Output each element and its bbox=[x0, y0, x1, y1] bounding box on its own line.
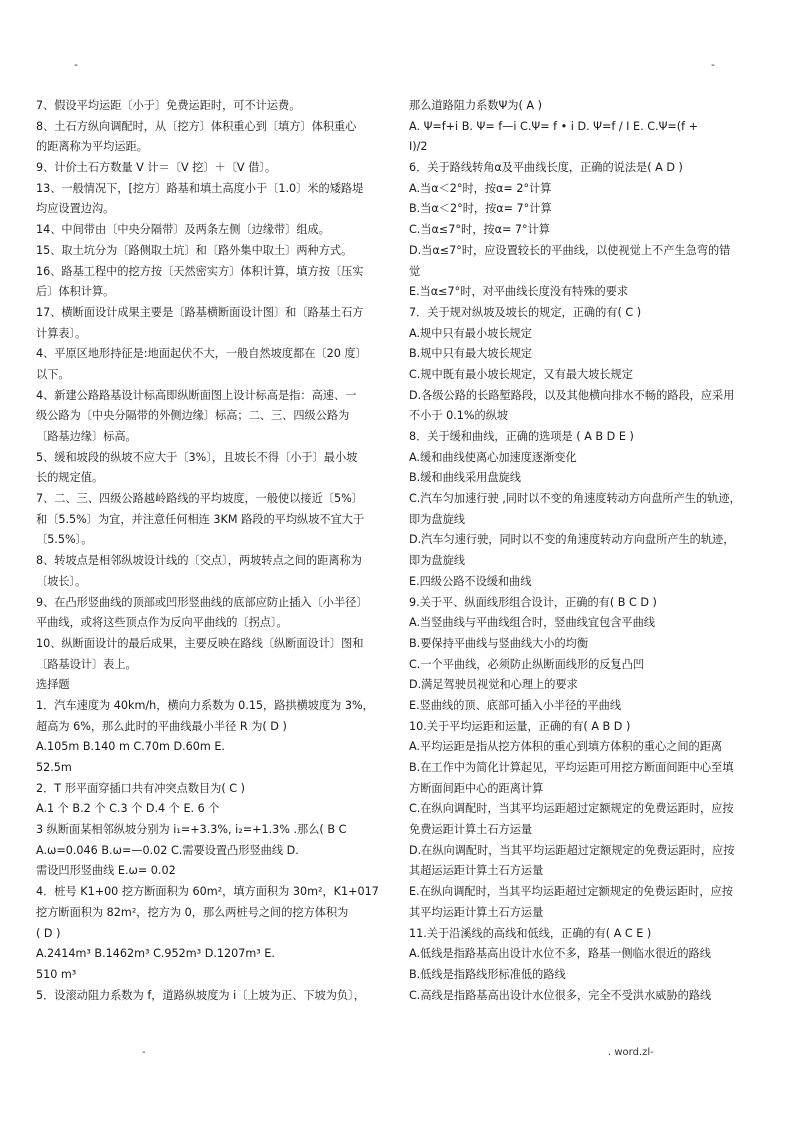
text-line: 7、二、三、四级公路越岭路线的平均坡度，一般使以接近〔5%〕 bbox=[36, 492, 363, 506]
text-line: A. Ψ=f+i B. Ψ= f—i C.Ψ= f • i D. Ψ=f / I E. C.Ψ=(f + bbox=[409, 119, 699, 133]
text-line: 9、在凸形竖曲线的顶部或凹形竖曲线的底部应防止插入〔小半径〕 bbox=[36, 595, 368, 609]
text-line: 10.关于平均运距和运量，正确的有( A B D ) bbox=[409, 719, 631, 733]
text-line: 4、平原区地形持征是:地面起伏不大，一般自然坡度都在〔20 度〕 bbox=[36, 347, 367, 361]
text-line: A.当竖曲线与平曲线组合时，竖曲线宜包含平曲线 bbox=[409, 616, 655, 630]
text-line: 1．汽车速度为 40km/h，横向力系数为 0.15，路拱横坡度为 3%， bbox=[36, 698, 374, 712]
text-line: D.在纵向调配时，当其平均运距超过定额规定的免费运距时，应按 bbox=[409, 843, 735, 857]
text-line: 其超运运距计算土石方运量 bbox=[409, 864, 544, 878]
text-line: E.四级公路不设缓和曲线 bbox=[409, 574, 532, 588]
text-line: 均应设置边沟。 bbox=[36, 202, 115, 216]
text-line: A.低线是指路基高出设计水位不多，路基一侧临水很近的路线 bbox=[409, 947, 711, 961]
text-line: 平曲线，或将这些顶点作为反向平曲线的〔拐点〕。 bbox=[36, 616, 288, 630]
text-line: 4．桩号 K1+00 挖方断面积为 60m²，填方面积为 30m²，K1+017 bbox=[36, 885, 379, 899]
text-line: A.缓和曲线使离心加速度逐渐变化 bbox=[409, 450, 577, 464]
right-column bbox=[409, 96, 759, 1006]
text-line: A.1 个 B.2 个 C.3 个 D.4 个 E. 6 个 bbox=[36, 802, 220, 816]
text-line: 8、转坡点是相邻纵坡设计线的〔交点〕，两坡转点之间的距离称为 bbox=[36, 554, 362, 568]
text-line: E.在纵向调配时，当其平均运距超过定额规定的免费运距时，应按 bbox=[409, 885, 733, 899]
text-line: D.满足驾驶员视觉和心理上的要求 bbox=[409, 678, 578, 692]
text-line: C.一个平曲线，必须防止纵断面线形的反复凸凹 bbox=[409, 657, 645, 671]
text-line: C.高线是指路基高出设计水位很多，完全不受洪水威胁的路线 bbox=[409, 988, 712, 1002]
text-line: B.低线是指路线形标准低的路线 bbox=[409, 967, 566, 981]
text-line: 那么道路阻力系数Ψ为( A ) bbox=[409, 99, 542, 112]
text-line: 17、横断面设计成果主要是〔路基横断面设计图〕和〔路基土石方 bbox=[36, 305, 364, 319]
text-line: C.规中既有最小坡长规定，又有最大坡长规定 bbox=[409, 367, 633, 381]
footer-left-mark: - bbox=[142, 1047, 146, 1058]
text-line: B.缓和曲线采用盘旋线 bbox=[409, 471, 521, 485]
text-line: 4、新建公路路基设计标高即纵断面图上设计标高是指：高速、一 bbox=[36, 388, 357, 402]
text-line: 方断面间距中心的距离计算 bbox=[409, 781, 544, 795]
text-line: 和〔5.5%〕为宜，并注意任何相连 3KM 路段的平均纵坡不宜大于 bbox=[36, 512, 365, 526]
text-line: B.当α＜2°时，按α= 7°计算 bbox=[409, 202, 552, 216]
text-line: 挖方断面积为 82m²，挖方为 0，那么两桩号之间的挖方体积为 bbox=[36, 905, 349, 919]
text-line: 其平均运距计算土石方运量 bbox=[409, 905, 544, 919]
text-line: D.当α≤7°时，应设置较长的平曲线，以使视觉上不产生急弯的错 bbox=[409, 243, 731, 257]
text-line: 选择题 bbox=[36, 678, 70, 692]
text-line: 13、一般情况下，[挖方〕路基和填土高度小于〔1.0〕米的矮路堤 bbox=[36, 181, 364, 195]
text-line: 510 m³ bbox=[36, 967, 77, 981]
text-line: 〔5.5%〕。 bbox=[36, 533, 93, 547]
text-line: 即为盘旋线 bbox=[409, 554, 465, 568]
text-line: A.规中只有最小坡长规定 bbox=[409, 326, 532, 340]
text-line: 9.关于平、纵面线形组合设计，正确的有( B C D ) bbox=[409, 595, 657, 609]
text-line: 需设凹形竖曲线 E.ω= 0.02 bbox=[36, 864, 176, 878]
text-line: 2．T 形平面穿插口共有冲突点数目为( C ) bbox=[36, 781, 245, 795]
text-line: A.ω=0.046 B.ω=—0.02 C.需要设置凸形竖曲线 D. bbox=[36, 843, 299, 857]
text-line: 不小于 0.1%的纵坡 bbox=[409, 409, 509, 423]
text-line: A.2414m³ B.1462m³ C.952m³ D.1207m³ E. bbox=[36, 947, 275, 961]
text-line: D.各级公路的长路堑路段，以及其他横向排水不畅的路段，应采用 bbox=[409, 388, 735, 402]
text-line: 5．设滚动阻力系数为 f，道路纵坡度为 i〔上坡为正、下坡为负〕， bbox=[36, 988, 365, 1002]
text-line: 52.5m bbox=[36, 761, 72, 774]
text-line: 6．关于路线转角α及平曲线长度，正确的说法是( A D ) bbox=[409, 161, 683, 175]
text-line: 以下。 bbox=[36, 367, 70, 381]
text-line: 〔坡长〕。 bbox=[36, 574, 87, 588]
header-left-mark: - bbox=[74, 58, 78, 71]
text-line: A.105m B.140 m C.70m D.60m E. bbox=[36, 740, 225, 754]
text-line: C.在纵向调配时，当其平均运距超过定额规定的免费运距时，应按 bbox=[409, 802, 734, 816]
text-line: B.规中只有最大坡长规定 bbox=[409, 347, 533, 361]
text-line: C.当α≤7°时，按α= 7°计算 bbox=[409, 223, 550, 237]
text-line: 14、中间带由〔中央分隔带〕及两条左侧〔边缘带〕组成。 bbox=[36, 223, 330, 237]
text-line: I)/2 bbox=[409, 140, 428, 154]
text-line: 7、假设平均运距〔小于〕免费运距时，可不计运费。 bbox=[36, 99, 301, 112]
text-line: E.当α≤7°时，对平曲线长度没有特殊的要求 bbox=[409, 285, 629, 299]
text-line: B.在工作中为简化计算起见，平均运距可用挖方断面间距中心至填 bbox=[409, 761, 734, 774]
text-line: 超高为 6%，那么此时的平曲线最小半径 R 为( D ) bbox=[36, 719, 287, 733]
text-line: ( D ) bbox=[36, 926, 61, 940]
text-line: 11.关于沿溪线的高线和低线，正确的有( A C E ) bbox=[409, 926, 652, 940]
text-line: 级公路为〔中央分隔带的外侧边缘〕标高；二、三、四级公路为 bbox=[36, 409, 350, 423]
text-line: 〔路基边缘〕标高。 bbox=[36, 430, 137, 443]
text-line: 5、缓和坡段的纵坡不应大于〔3%〕，且坡长不得〔小于〕最小坡 bbox=[36, 450, 358, 464]
text-line: 计算表〕。 bbox=[36, 326, 87, 340]
header-right-mark: - bbox=[711, 58, 715, 71]
text-line: 10、纵断面设计的最后成果，主要反映在路线〔纵断面设计〕图和 bbox=[36, 636, 364, 650]
text-line: A.当α＜2°时，按α= 2°计算 bbox=[409, 181, 552, 195]
text-line: 免费运距计算土石方运量 bbox=[409, 823, 533, 837]
text-line: C.汽车匀加速行驶 ,同时以不变的角速度转动方向盘所产生的轨迹， bbox=[409, 492, 741, 506]
text-line: E.竖曲线的顶、底部可插入小半径的平曲线 bbox=[409, 698, 622, 712]
text-line: 的距离称为平均运距。 bbox=[36, 140, 148, 154]
text-line: D.汽车匀速行驶，同时以不变的角速度转动方向盘所产生的轨迹， bbox=[409, 533, 735, 547]
text-line: 7．关于规对纵坡及坡长的规定，正确的有( C ) bbox=[409, 305, 642, 319]
text-line: A.平均运距是指从挖方体积的重心到填方体积的重心之间的距离 bbox=[409, 740, 723, 754]
text-line: B.要保持平曲线与竖曲线大小的均衡 bbox=[409, 636, 589, 650]
text-line: 长的规定值。 bbox=[36, 471, 104, 485]
text-line: 9、计价土石方数量 V 计＝〔V 挖〕＋〔V 借〕。 bbox=[36, 161, 277, 175]
left-column bbox=[36, 96, 385, 1006]
text-line: 觉 bbox=[409, 264, 421, 278]
text-line: 8．关于缓和曲线，正确的选项是 ( A B D E ) bbox=[409, 430, 634, 443]
text-line: 〔路基设计〕表上。 bbox=[36, 657, 137, 671]
text-line: 3 纵断面某相邻纵坡分别为 i₁=+3.3%, i₂=+1.3% .那么( B C bbox=[36, 823, 347, 837]
text-line: 即为盘旋线 bbox=[409, 512, 465, 526]
footer-right-mark: . word.zl- bbox=[608, 1047, 654, 1058]
text-line: 后〕体积计算。 bbox=[36, 285, 115, 299]
text-line: 16、路基工程中的挖方按〔天然密实方〕体积计算，填方按〔压实 bbox=[36, 264, 364, 278]
text-line: 8、土石方纵向调配时，从〔挖方〕体积重心到〔填方〕体积重心 bbox=[36, 119, 357, 133]
text-line: 15、取土坑分为〔路侧取土坑〕和〔路外集中取土〕两种方式。 bbox=[36, 243, 353, 257]
